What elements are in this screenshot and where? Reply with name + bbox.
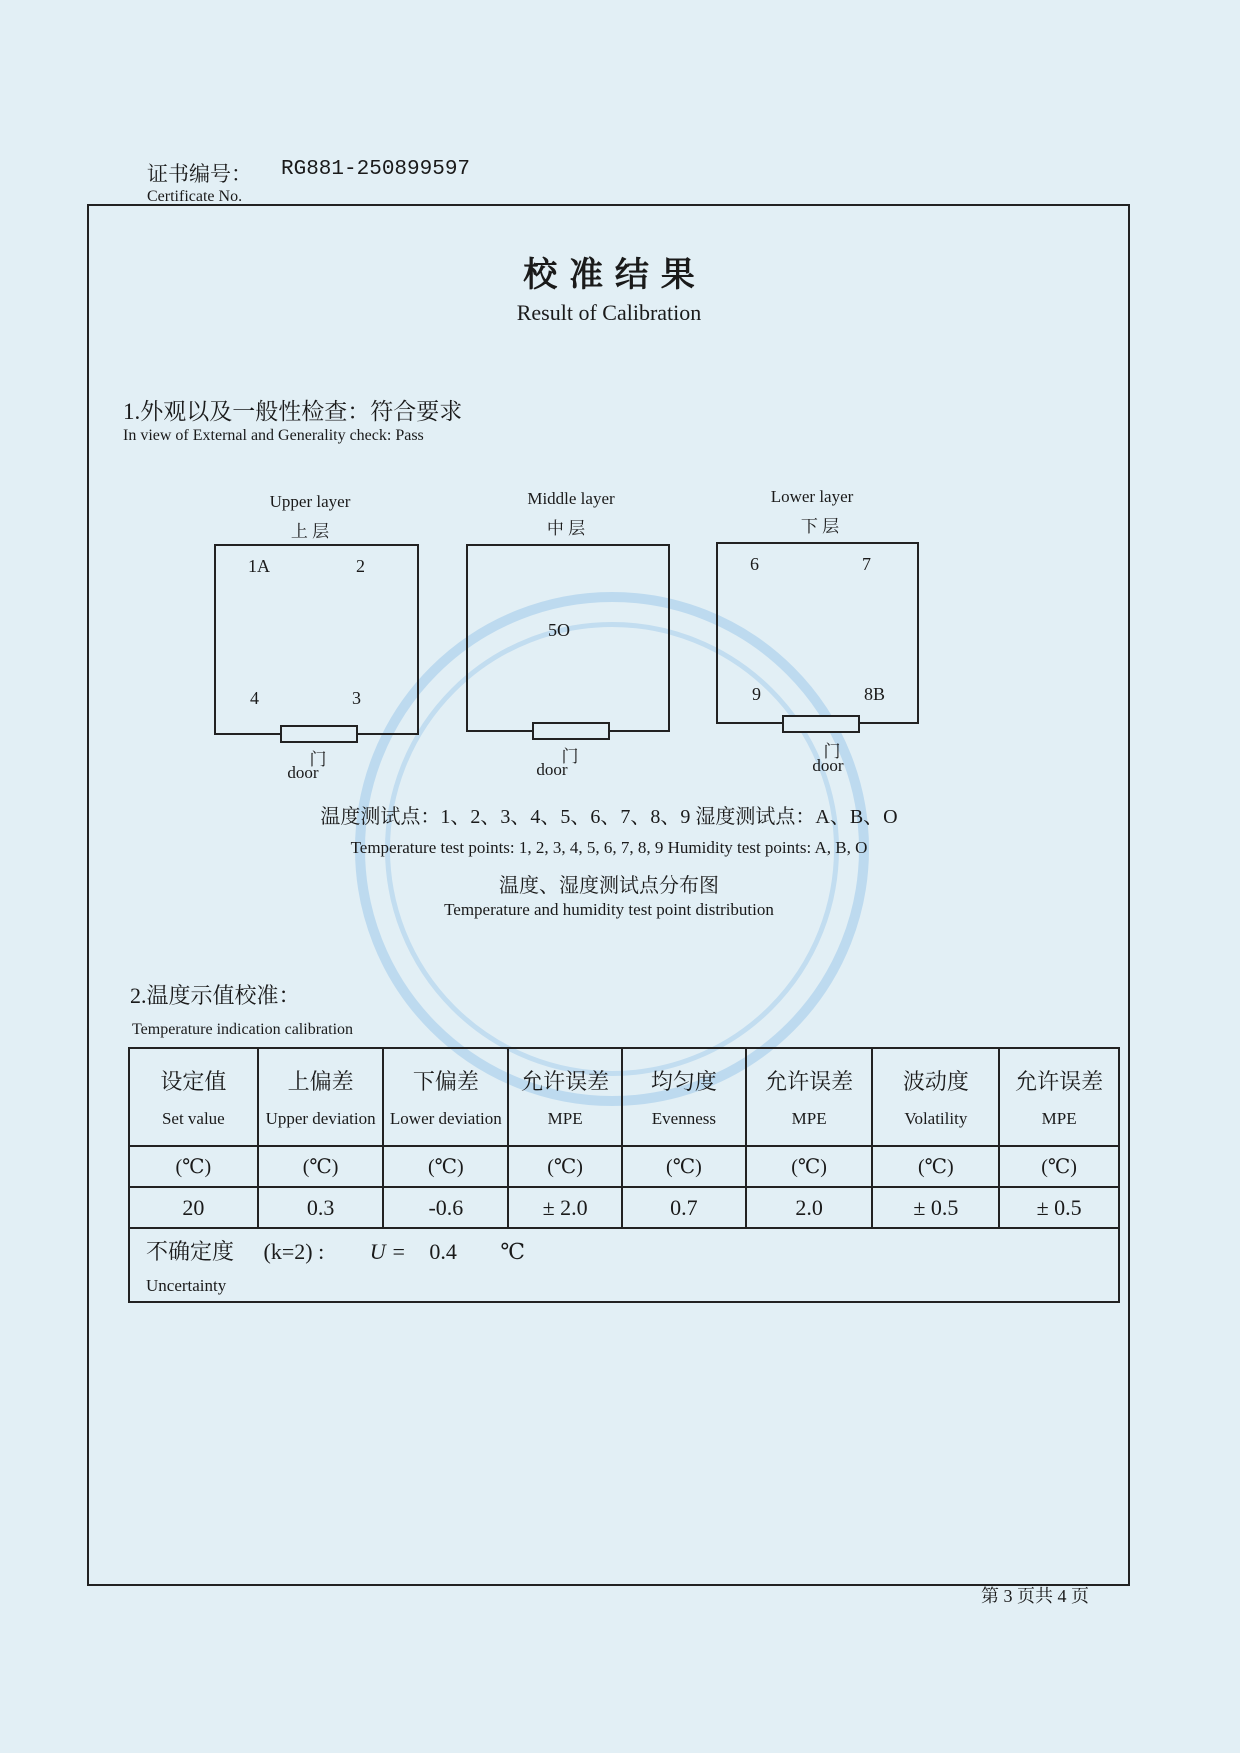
- test-point: 1A: [248, 556, 270, 576]
- upper-layer-label: Upper layer: [269, 492, 351, 511]
- value-cell: 20: [129, 1187, 258, 1228]
- header-cell: 均匀度 Evenness: [622, 1048, 746, 1146]
- door-label-zh: 门: [561, 747, 579, 766]
- diagram-caption-en: Temperature and humidity test point distribution: [444, 900, 774, 919]
- door-label-en: door: [812, 756, 844, 775]
- test-point: 9: [752, 684, 761, 704]
- cert-label-en: Certificate No.: [147, 188, 243, 205]
- test-point: 3: [352, 688, 361, 708]
- table-unit-row: [129, 1146, 1119, 1187]
- test-point: 5O: [548, 620, 570, 640]
- header-cell: 上偏差 Upper deviation: [258, 1048, 384, 1146]
- test-point: 6: [750, 554, 759, 574]
- test-point: 8B: [864, 684, 886, 704]
- value-cell: ± 2.0: [508, 1187, 622, 1228]
- value-cell: 0.7: [622, 1187, 746, 1228]
- table-header-row: [129, 1048, 1119, 1146]
- unit-cell: (℃): [622, 1146, 746, 1187]
- unit-cell: (℃): [508, 1146, 622, 1187]
- value-cell: 0.3: [258, 1187, 384, 1228]
- value-cell: ± 0.5: [872, 1187, 999, 1228]
- lower-layer-box: [716, 542, 919, 724]
- upper-layer-label-zh: 上 层: [290, 522, 330, 541]
- door-label-en: door: [536, 760, 568, 779]
- header-cell: 下偏差 Lower deviation: [383, 1048, 508, 1146]
- door-icon: [280, 725, 358, 743]
- unit-cell: (℃): [872, 1146, 999, 1187]
- middle-layer-label: Middle layer: [527, 489, 615, 508]
- middle-layer-box: [466, 544, 670, 732]
- uncertainty-label-en: Uncertainty: [146, 1275, 227, 1295]
- header-cell: 波动度 Volatility: [872, 1048, 999, 1146]
- section1-heading: 1.外观以及一般性检查：符合要求: [123, 399, 463, 424]
- header-cell: 允许误差 MPE: [746, 1048, 873, 1146]
- uncertainty-row: [129, 1228, 1119, 1302]
- door-label-zh: 门: [309, 750, 327, 769]
- test-point: 7: [862, 554, 871, 574]
- value-cell: 2.0: [746, 1187, 873, 1228]
- page-number: 第 3 页共 4 页: [981, 1586, 1089, 1606]
- unit-cell: (℃): [383, 1146, 508, 1187]
- value-cell: ± 0.5: [999, 1187, 1119, 1228]
- test-point: 4: [250, 688, 259, 708]
- section1-subheading: In view of External and Generality check: Pass: [123, 427, 424, 444]
- lower-layer-label-zh: 下 层: [800, 517, 840, 536]
- lower-layer-label: Lower layer: [770, 487, 854, 506]
- middle-layer-label-zh: 中 层: [546, 519, 586, 538]
- test-points-zh: 温度测试点：1、2、3、4、5、6、7、8、9 湿度测试点：A、B、O: [320, 806, 898, 828]
- test-points-en: Temperature test points: 1, 2, 3, 4, 5, 6, 7, 8, 9 Humidity test points: A, B, O: [350, 838, 868, 857]
- diagram-caption-zh: 温度、湿度测试点分布图: [499, 875, 719, 897]
- calibration-table: [128, 1047, 1120, 1303]
- header-cell: 允许误差 MPE: [999, 1048, 1119, 1146]
- door-label-zh: 门: [823, 742, 841, 761]
- uncertainty-unit: ℃: [500, 1238, 526, 1264]
- uncertainty-label-zh: 不确定度: [146, 1238, 235, 1264]
- value-cell: -0.6: [383, 1187, 508, 1228]
- table-value-row: [129, 1187, 1119, 1228]
- header-cell: 允许误差 MPE: [508, 1048, 622, 1146]
- uncertainty-k: (k=2) :: [263, 1238, 325, 1264]
- uncertainty-symbol: U =: [369, 1238, 406, 1264]
- door-icon: [782, 715, 860, 733]
- test-point: 2: [356, 556, 365, 576]
- uncertainty-cell: [129, 1228, 1119, 1302]
- page-subtitle: Result of Calibration: [516, 300, 702, 325]
- cert-label-zh: 证书编号：: [147, 162, 252, 186]
- section2-subheading: Temperature indication calibration: [132, 1021, 354, 1038]
- upper-layer-box: [214, 544, 419, 735]
- cert-number: RG881-250899597: [281, 158, 471, 181]
- unit-cell: (℃): [999, 1146, 1119, 1187]
- uncertainty-value: 0.4: [429, 1238, 457, 1264]
- unit-cell: (℃): [258, 1146, 384, 1187]
- unit-cell: (℃): [129, 1146, 258, 1187]
- door-icon: [532, 722, 610, 740]
- section2-heading: 2.温度示值校准：: [130, 983, 301, 1008]
- page-title: 校 准 结 果: [523, 255, 695, 295]
- header-cell: 设定值 Set value: [129, 1048, 258, 1146]
- door-label-en: door: [287, 763, 319, 782]
- unit-cell: (℃): [746, 1146, 873, 1187]
